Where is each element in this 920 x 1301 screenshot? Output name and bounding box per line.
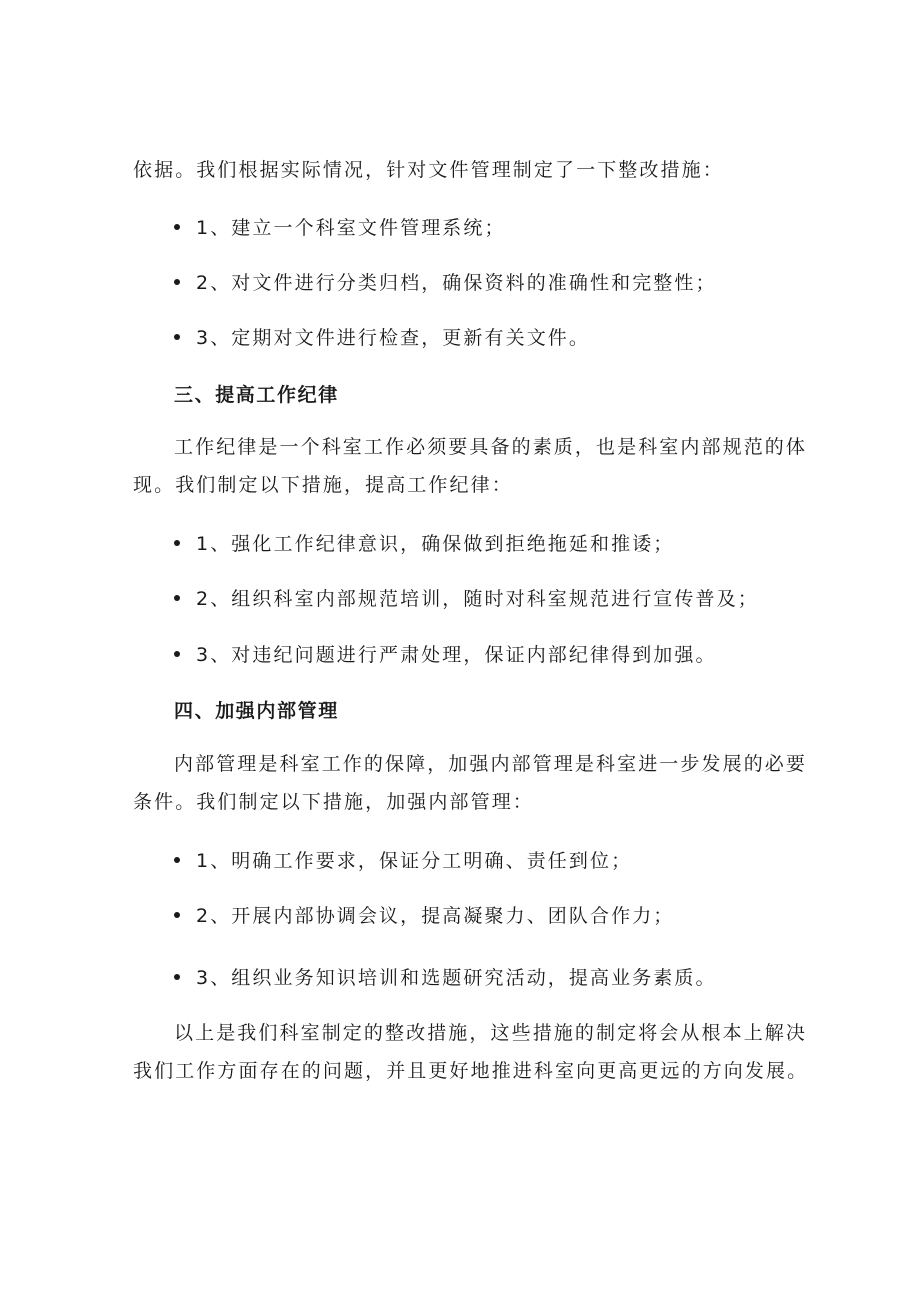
bullet-icon: [174, 912, 180, 918]
bullet-icon: [174, 595, 180, 601]
list-item-text: 3、组织业务知识培训和选题研究活动，提高业务素质。: [196, 967, 717, 989]
list-item: [133, 640, 824, 670]
list-item: [133, 268, 824, 298]
list-item-text: 1、强化工作纪律意识，确保做到拒绝拖延和推诿；: [196, 533, 675, 555]
intro-paragraph: [133, 155, 783, 182]
paragraph-line: 现。我们制定以下措施，提高工作纪律：: [133, 474, 513, 496]
bullet-icon: [174, 540, 180, 546]
section3-paragraph: [133, 428, 808, 504]
list-item: [133, 323, 824, 353]
intro-line: 依据。我们根据实际情况，针对文件管理制定了一下整改措施：: [133, 159, 724, 181]
list-item-text: 2、组织科室内部规范培训，随时对科室规范进行宣传普及；: [196, 588, 759, 610]
section-heading-text: 三、提高工作纪律: [174, 384, 339, 406]
list-item-text: 3、定期对文件进行检查，更新有关文件。: [196, 327, 590, 349]
list-item: [133, 901, 824, 931]
list-item-text: 2、对文件进行分类归档，确保资料的准确性和完整性；: [196, 272, 717, 294]
bullet-icon: [174, 857, 180, 863]
bullet-icon: [174, 279, 180, 285]
list-item: [133, 213, 824, 243]
list-item-text: 1、明确工作要求，保证分工明确、责任到位；: [196, 850, 633, 872]
section-heading: [133, 380, 824, 407]
paragraph-line: 内部管理是科室工作的保障，加强内部管理是科室进一步发展的必要: [174, 753, 808, 775]
list-item: [133, 584, 824, 614]
list-item-text: 1、建立一个科室文件管理系统；: [196, 217, 506, 239]
bullet-icon: [174, 334, 180, 340]
list-item: [133, 529, 824, 559]
list-item-text: 2、开展内部协调会议，提高凝聚力、团队合作力；: [196, 905, 675, 927]
section4-paragraph: [133, 745, 808, 821]
conclusion-paragraph: [133, 1014, 809, 1090]
section-heading-text: 四、加强内部管理: [174, 700, 339, 722]
paragraph-line: 条件。我们制定以下措施，加强内部管理：: [133, 791, 534, 813]
paragraph-line: 我们工作方面存在的问题，并且更好地推进科室向更高更远的方向发展。: [133, 1060, 809, 1082]
list-item-text: 3、对违纪问题进行严肃处理，保证内部纪律得到加强。: [196, 644, 717, 666]
list-item: [133, 846, 824, 876]
section-heading: [133, 696, 824, 723]
list-item: [133, 963, 824, 993]
paragraph-line: 工作纪律是一个科室工作必须要具备的素质，也是科室内部规范的体: [174, 436, 808, 458]
bullet-icon: [174, 224, 180, 230]
bullet-icon: [174, 651, 180, 657]
bullet-icon: [174, 974, 180, 980]
paragraph-line: 以上是我们科室制定的整改措施，这些措施的制定将会从根本上解决: [174, 1022, 808, 1044]
